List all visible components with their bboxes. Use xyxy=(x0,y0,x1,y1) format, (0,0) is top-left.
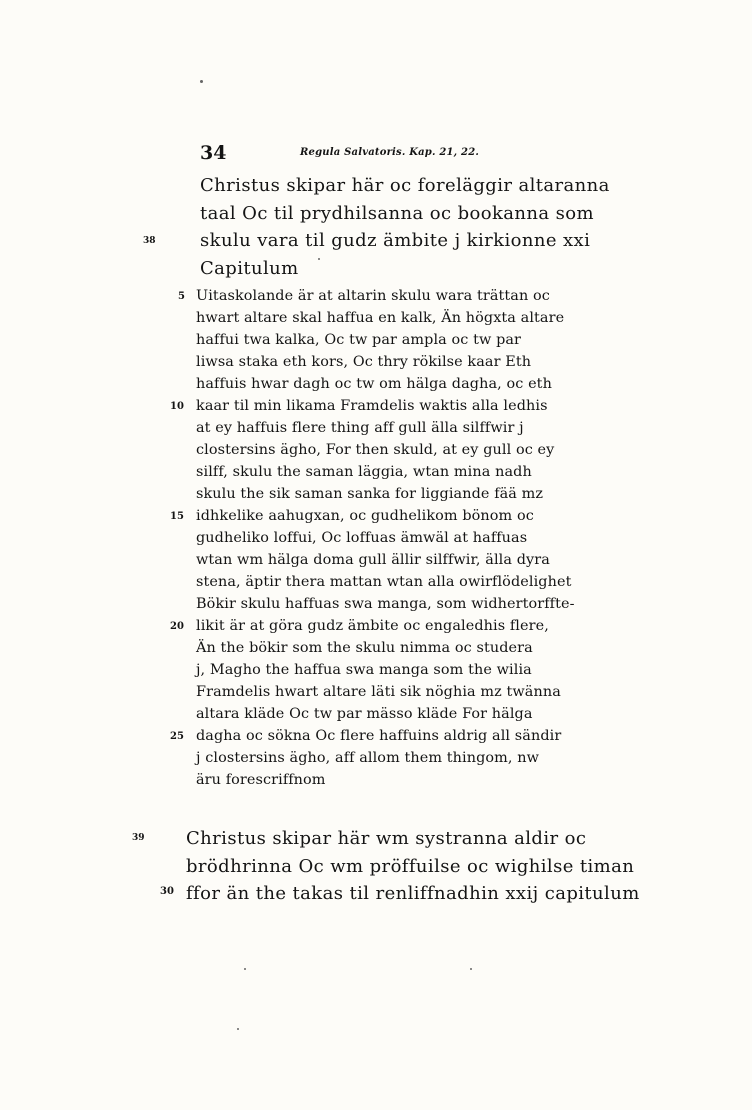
chapter-21-body xyxy=(196,285,626,791)
body-line: Framdelis hwart altare läti sik nöghia mz twänna xyxy=(196,684,561,700)
heading-line: Christus skipar här oc foreläggir altaranna xyxy=(200,175,610,196)
body-line: Uitaskolande är at altarin skulu wara trättan oc xyxy=(196,288,550,304)
body-line: stena, äptir thera mattan wtan alla owirflödelighet xyxy=(196,574,572,590)
body-line: altara kläde Oc tw par mässo kläde For hälga xyxy=(196,706,533,722)
body-line: gudheliko loffui, Oc loffuas ämwäl at haffuas xyxy=(196,530,528,546)
margin-number: 38 xyxy=(143,236,156,246)
chapter-21-heading xyxy=(200,172,630,282)
line-number: 20 xyxy=(170,621,184,632)
specks xyxy=(200,80,203,83)
heading-line: taal Oc til prydhilsanna oc bookanna som xyxy=(200,202,594,224)
page-number: 34 xyxy=(200,142,227,164)
specks xyxy=(244,968,246,970)
line-number: 15 xyxy=(170,511,184,522)
body-line: at ey haffuis flere thing aff gull älla silffwir j xyxy=(196,420,524,436)
body-line: Än the bökir som the skulu nimma oc studera xyxy=(196,640,533,656)
line-number: 10 xyxy=(170,401,184,412)
body-line: kaar til min likama Framdelis waktis alla ledhis xyxy=(196,398,548,414)
line-number: 25 xyxy=(170,731,184,742)
body-line: silff, skulu the saman läggia, wtan mina nadh xyxy=(196,464,532,480)
body-line: likit är at göra gudz ämbite oc engaledhis flere, xyxy=(196,618,549,634)
body-line: idhkelike aahugxan, oc gudhelikom bönom oc xyxy=(196,508,534,524)
body-line: liwsa staka eth kors, Oc thry rökilse kaar Eth xyxy=(196,354,532,370)
heading-line: brödhrinna Oc wm pröffuilse oc wighilse timan xyxy=(186,855,635,877)
heading-line: skulu vara til gudz ämbite j kirkionne xxi xyxy=(200,230,591,251)
chapter-22-heading xyxy=(186,825,640,908)
body-line: skulu the sik saman sanka for liggiande fää mz xyxy=(196,486,544,502)
body-line: j clostersins ägho, aff allom them thingom, nw xyxy=(196,750,540,766)
body-line: clostersins ägho, For then skuld, at ey gull oc ey xyxy=(196,442,555,458)
page-header xyxy=(200,142,620,164)
specks xyxy=(237,1028,239,1030)
body-line: haffuis hwar dagh oc tw om hälga dagha, oc eth xyxy=(196,376,552,392)
body-line: dagha oc sökna Oc flere haffuins aldrig all sändir xyxy=(196,728,562,744)
specks xyxy=(470,968,472,970)
body-line: äru forescriffnom xyxy=(196,772,326,788)
heading-line: Christus skipar här wm systranna aldir oc xyxy=(186,828,587,849)
running-title: Regula Salvatoris. Kap. 21, 22. xyxy=(300,147,480,158)
body-line: j, Magho the haffua swa manga som the wilia xyxy=(196,662,532,678)
margin-number: 39 xyxy=(132,833,145,843)
heading-line: Capitulum xyxy=(200,257,299,279)
line-number: 5 xyxy=(178,291,185,302)
body-line: Bökir skulu haffuas swa manga, som widhertorffte- xyxy=(196,596,575,612)
heading-line: ffor än the takas til renliffnadhin xxij capitulum xyxy=(186,883,640,904)
body-line: haffui twa kalka, Oc tw par ampla oc tw par xyxy=(196,332,522,348)
body-line: wtan wm hälga doma gull ällir silffwir, älla dyra xyxy=(196,552,550,568)
line-number: 30 xyxy=(160,886,174,897)
body-line: hwart altare skal haffua en kalk, Än högxta altare xyxy=(196,310,565,326)
